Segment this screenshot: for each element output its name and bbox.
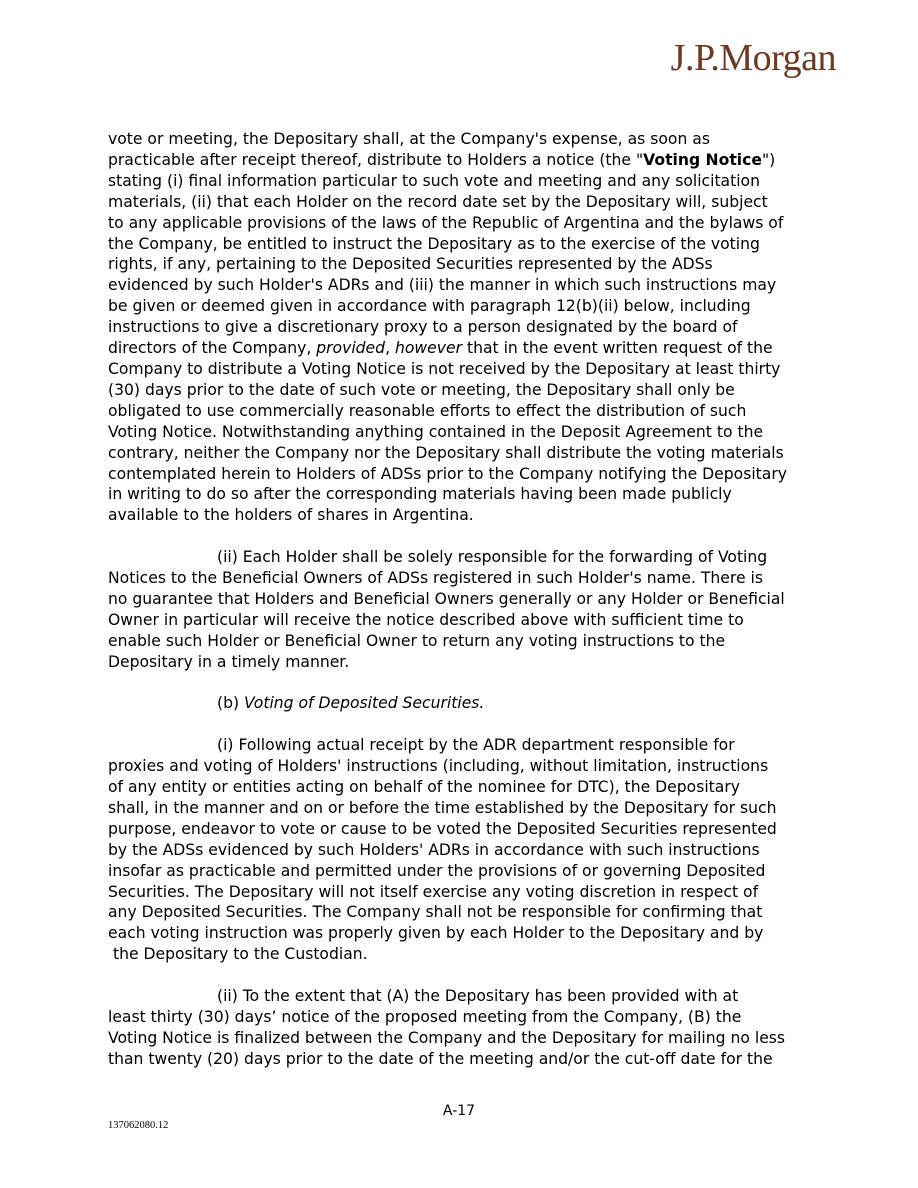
- text-line: any Deposited Securities. The Company shall not be responsible for confirming that: [108, 903, 763, 922]
- text-line: (ii) Each Holder shall be solely responsible for the forwarding of Voting: [217, 548, 768, 567]
- text-line: proxies and voting of Holders' instructions (including, without limitation, instructions: [108, 757, 769, 776]
- text-line: Securities. The Depositary will not itself exercise any voting discretion in respect of: [108, 882, 759, 901]
- text-line: Notices to the Beneficial Owners of ADSs registered in such Holder's name. There is: [108, 569, 763, 588]
- text-line: enable such Holder or Beneficial Owner to return any voting instructions to the: [108, 631, 726, 650]
- document-id: 137062080.12: [108, 1120, 169, 1131]
- text-line: the Company, be entitled to instruct the Depositary as to the exercise of the voting: [108, 234, 760, 253]
- text-line: vote or meeting, the Depositary shall, at the Company's expense, as soon as: [108, 130, 710, 148]
- section-heading-b: [108, 693, 818, 714]
- text-line: evidenced by such Holder's ADRs and (iii) the manner in which such instructions may: [108, 276, 777, 295]
- text-line: each voting instruction was properly given by each Holder to the Depositary and by: [108, 924, 764, 943]
- page-number: A-17: [442, 1103, 476, 1119]
- text-line: insofar as practicable and permitted under the provisions of or governing Deposited: [108, 861, 766, 880]
- text-line: stating (i) final information particular to such vote and meeting and any solicitation: [108, 171, 760, 190]
- text-line: practicable after receipt thereof, distribute to Holders a notice (the "Voting Notice"): [108, 150, 776, 169]
- text-line: Company to distribute a Voting Notice is not received by the Depositary at least thirty: [108, 359, 781, 378]
- meeting-notice-paragraph: [108, 986, 818, 1070]
- text-line: Depositary in a timely manner.: [108, 652, 350, 671]
- holder-responsibility-paragraph: [108, 547, 818, 672]
- text-line: of any entity or entities acting on behalf of the nominee for DTC), the Depositary: [108, 778, 740, 797]
- text-line: to any applicable provisions of the laws of the Republic of Argentina and the bylaws of: [108, 213, 784, 232]
- text-line: Voting Notice. Notwithstanding anything contained in the Deposit Agreement to the: [108, 422, 764, 441]
- voting-instructions-paragraph: [108, 735, 818, 965]
- text-line: no guarantee that Holders and Beneficial Owners generally or any Holder or Beneficial: [108, 589, 785, 608]
- voting-notice-term: Voting Notice: [643, 150, 762, 169]
- text-line: purpose, endeavor to vote or cause to be voted the Deposited Securities represented: [108, 819, 777, 838]
- text-line: be given or deemed given in accordance with paragraph 12(b)(ii) below, including: [108, 297, 751, 316]
- text-line: contrary, neither the Company nor the Depositary shall distribute the voting materials: [108, 443, 784, 462]
- text-line: Voting Notice is finalized between the Company and the Depositary for mailing no less: [108, 1028, 786, 1047]
- jpmorgan-logo: J.P.Morgan: [670, 37, 836, 79]
- text-line: the Depositary to the Custodian.: [108, 945, 368, 964]
- text-line: rights, if any, pertaining to the Deposited Securities represented by the ADSs: [108, 255, 713, 274]
- text-line: (i) Following actual receipt by the ADR department responsible for: [217, 736, 735, 755]
- text-line: directors of the Company, provided, however that in the event written request of the: [108, 339, 773, 358]
- text-line: contemplated herein to Holders of ADSs prior to the Company notifying the Depositary: [108, 464, 787, 483]
- text-line: Owner in particular will receive the notice described above with sufficient time to: [108, 610, 744, 629]
- text-line: obligated to use commercially reasonable efforts to effect the distribution of such: [108, 401, 747, 420]
- text-line: (30) days prior to the date of such vote or meeting, the Depositary shall only be: [108, 380, 735, 399]
- text-line: in writing to do so after the corresponding materials having been made publicly: [108, 485, 732, 504]
- text-line: least thirty (30) days’ notice of the proposed meeting from the Company, (B) the: [108, 1008, 742, 1026]
- text-line: materials, (ii) that each Holder on the record date set by the Depositary will, subject: [108, 192, 768, 211]
- text-line: available to the holders of shares in Argentina.: [108, 506, 474, 525]
- text-line: (b) Voting of Deposited Securities.: [217, 694, 485, 713]
- text-line: shall, in the manner and on or before the time established by the Depositary for such: [108, 798, 777, 817]
- text-line: than twenty (20) days prior to the date of the meeting and/or the cut-off date for the: [108, 1049, 773, 1068]
- text-line: by the ADSs evidenced by such Holders' ADRs in accordance with such instructions: [108, 840, 760, 859]
- text-line: instructions to give a discretionary proxy to a person designated by the board of: [108, 318, 738, 337]
- text-line: (ii) To the extent that (A) the Depositary has been provided with at: [217, 987, 739, 1006]
- document-body: [108, 129, 818, 1091]
- section-title: Voting of Deposited Securities.: [244, 694, 485, 713]
- voting-notice-paragraph: [108, 129, 818, 526]
